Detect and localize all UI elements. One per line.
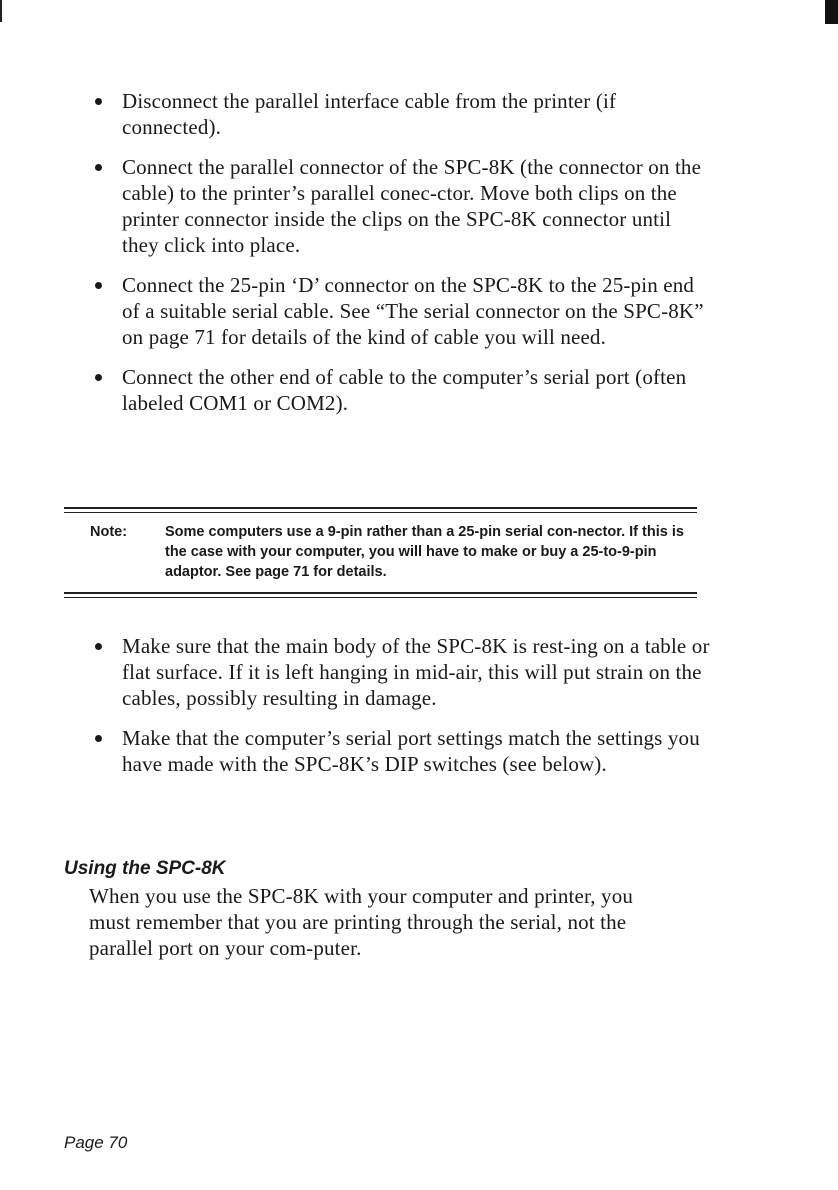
- bullet-icon: [95, 282, 102, 289]
- section-heading: Using the SPC-8K: [64, 858, 226, 879]
- note-bottom-rule: [64, 592, 697, 598]
- bullet-icon: [95, 98, 102, 105]
- bullet-icon: [95, 643, 102, 650]
- list-item-text: Make sure that the main body of the SPC-8K is rest-ing on a table or flat surface. If it is left hanging in mid-air, this will put strain on the cables, possibly resulting in damage.: [122, 634, 710, 710]
- scan-edge-mark-right: [825, 0, 838, 24]
- note-text: Some computers use a 9-pin rather than a 25-pin serial con-nector. If this is the case with your computer, you will have to make or buy a 25-to-9-pin adaptor. See page 71 for details.: [165, 524, 684, 580]
- list-item: [90, 272, 710, 350]
- note-label: Note:: [90, 524, 128, 540]
- bullet-icon: [95, 164, 102, 171]
- list-item: [90, 154, 710, 258]
- scan-edge-mark-left: [0, 0, 2, 22]
- note-content: [64, 513, 697, 592]
- section-paragraph: When you use the SPC-8K with your computer and printer, you must remember that you are printing through the serial, not the parallel port on your com-puter.: [89, 884, 634, 960]
- list-item-text: Connect the 25-pin ‘D’ connector on the SPC-8K to the 25-pin end of a suitable serial cable. See “The serial connector on the SPC-8K” on page 71 for details of the kind of cable you will need.: [122, 273, 704, 349]
- page-number: Page 70: [64, 1133, 128, 1152]
- list-item-text: Disconnect the parallel interface cable from the printer (if connected).: [122, 89, 617, 139]
- list-item: [90, 364, 710, 416]
- list-item: [90, 633, 710, 711]
- setup-steps-list: [90, 88, 710, 430]
- bullet-icon: [95, 735, 102, 742]
- note-box: [64, 507, 697, 598]
- bullet-icon: [95, 374, 102, 381]
- list-item-text: Connect the parallel connector of the SPC-8K (the connector on the cable) to the printer’s parallel conec-ctor. Move both clips on the printer connector inside the clips on the SPC-8K connector until they click into place.: [122, 155, 702, 257]
- usage-section: [64, 857, 714, 961]
- list-item-text: Connect the other end of cable to the computer’s serial port (often labeled COM1 or COM2).: [122, 365, 687, 415]
- list-item: [90, 725, 710, 777]
- list-item: [90, 88, 710, 140]
- precautions-list: [90, 633, 710, 791]
- list-item-text: Make that the computer’s serial port settings match the settings you have made with the SPC-8K’s DIP switches (see below).: [122, 726, 700, 776]
